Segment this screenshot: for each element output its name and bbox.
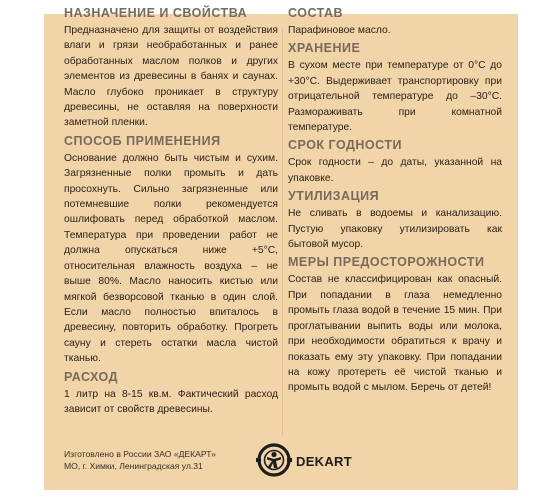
dekart-logo-icon	[254, 440, 294, 480]
precautions-text: Состав не классифицирован как опасный. При попадании в глаза немедленно промыть глаза водой в течение 15 мин. При проглатывании выпить воды или молока, при необходимости обратиться к врачу и показать ему эту упаковку. При попадании на кожу протереть её чистой тканью и промыть водой с мылом. Беречь от детей!	[288, 274, 502, 394]
consumption-text: 1 литр на 8-15 кв.м. Фактический расход зависит от свойств древесины.	[64, 388, 278, 415]
precautions-heading: МЕРЫ ПРЕДОСТОРОЖНОСТИ	[288, 255, 485, 270]
shelf-life-heading: СРОК ГОДНОСТИ	[288, 138, 402, 153]
right-column	[288, 6, 502, 399]
manufacturer-info	[64, 448, 216, 472]
storage-text: В сухом месте при температуре от 0°С до +30°С. Выдерживает транспортировку при отрицательной температуре до –30°С. Размораживать при комнатной температуре.	[288, 60, 502, 134]
disposal-heading: УТИЛИЗАЦИЯ	[288, 189, 380, 204]
shelf-life-text: Срок годности – до даты, указанной на упаковке.	[288, 157, 502, 184]
manufacturer-line-2: МО, г. Химки, Ленинградская ул.31	[64, 461, 203, 471]
left-column	[64, 6, 278, 420]
brand-name: DEKART	[296, 454, 352, 469]
brand-logo	[254, 440, 382, 480]
purpose-text: Предназначено для защиты от воздействия влаги и грязи необработанных и ранее обработанных маслом полков и других элементов из древесины в банях и саунах. Масло глубоко проникает в структуру древесины, не оставляя на поверхности заметной пленки.	[64, 25, 278, 129]
composition-heading: СОСТАВ	[288, 6, 344, 20]
consumption-heading: РАСХОД	[64, 369, 118, 384]
column-divider	[282, 28, 283, 436]
usage-text: Основание должно быть чистым и сухим. Загрязненные полки промыть и дать просохнуть. Сильно загрязненные или потемневшие полки рекомендуется ошлифовать перед обработкой маслом. Температура при проведении работ не должна опускаться ниже +5°С, относительная влажность воздуха – не выше 80%. Масло наносить кистью или мягкой безворсовой тканью в один слой. Если масло полностью впиталось в древесину, повторить обработку. Прогреть сауну и стереть остатки масла чистой тканью.	[64, 152, 278, 365]
manufacturer-line-1: Изготовлено в России ЗАО «ДЕКАРТ»	[64, 449, 216, 459]
storage-heading: ХРАНЕНИЕ	[288, 41, 361, 56]
purpose-heading: НАЗНАЧЕНИЕ И СВОЙСТВА	[64, 6, 248, 20]
composition-text: Парафиновое масло.	[288, 25, 391, 36]
usage-heading: СПОСОБ ПРИМЕНЕНИЯ	[64, 133, 221, 148]
disposal-text: Не сливать в водоемы и канализацию. Пустую упаковку утилизировать как бытовой мусор.	[288, 208, 502, 251]
